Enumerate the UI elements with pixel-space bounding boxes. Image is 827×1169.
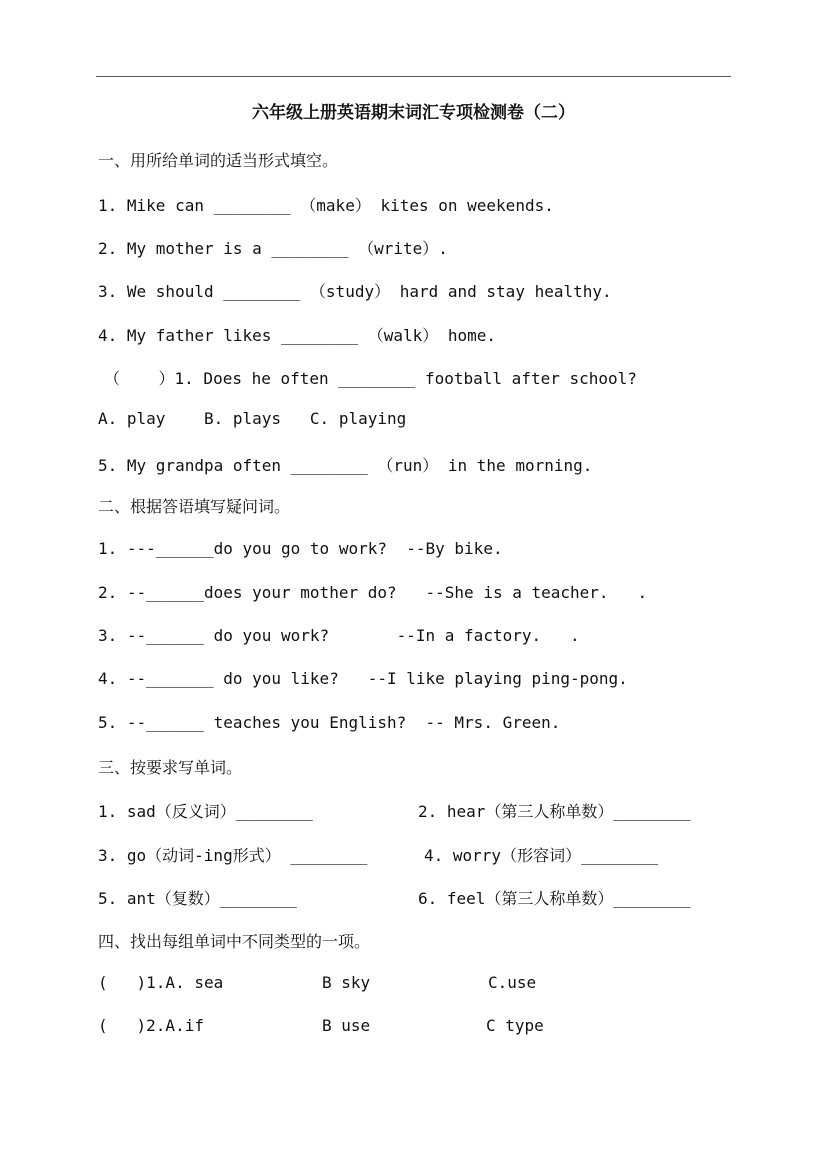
s3-item-5: 5. ant（复数）________ — [98, 889, 297, 908]
s4-q1-b: B sky — [322, 973, 371, 992]
s1-choice-options: A. play B. plays C. playing — [98, 409, 407, 428]
s3-item-1: 1. sad（反义词）________ — [98, 802, 313, 821]
s1-question-2: 2. My mother is a ________ （write）. — [98, 239, 448, 258]
s3-item-6: 6. feel（第三人称单数）________ — [418, 889, 691, 908]
s4-q2-c: C type — [486, 1016, 544, 1035]
s2-question-1: 1. ---______do you go to work? --By bike. — [98, 539, 503, 558]
section-4-heading: 四、找出每组单词中不同类型的一项。 — [98, 932, 371, 951]
s4-q1-c: C.use — [488, 973, 537, 992]
s4-q2-b: B use — [322, 1016, 371, 1035]
s1-question-4: 4. My father likes ________ （walk） home. — [98, 326, 497, 345]
s3-item-3: 3. go（动词-ing形式） ________ — [98, 846, 368, 865]
s3-item-2: 2. hear（第三人称单数）________ — [418, 802, 691, 821]
header-rule — [96, 76, 731, 77]
section-2-heading: 二、根据答语填写疑问词。 — [98, 497, 291, 516]
s2-question-2: 2. --______does your mother do? --She is a teacher. . — [98, 583, 648, 602]
page-title: 六年级上册英语期末词汇专项检测卷（二） — [252, 103, 575, 123]
s1-question-5: 5. My grandpa often ________ （run） in the morning. — [98, 456, 593, 475]
s1-question-3: 3. We should ________ （study） hard and stay healthy. — [98, 282, 612, 301]
s4-q2-a: ( )2.A.if — [98, 1016, 204, 1035]
s2-question-3: 3. --______ do you work? --In a factory. . — [98, 626, 580, 645]
s1-choice-question: （ ）1. Does he often ________ football after school? — [104, 369, 637, 388]
s2-question-5: 5. --______ teaches you English? -- Mrs. Green. — [98, 713, 561, 732]
section-3-heading: 三、按要求写单词。 — [98, 758, 243, 777]
section-1-heading: 一、用所给单词的适当形式填空。 — [98, 151, 339, 170]
s2-question-4: 4. --_______ do you like? --I like playing ping-pong. — [98, 669, 628, 688]
s1-question-1: 1. Mike can ________ （make） kites on weekends. — [98, 196, 554, 215]
s4-q1-a: ( )1.A. sea — [98, 973, 224, 992]
s3-item-4: 4. worry（形容词）________ — [424, 846, 659, 865]
